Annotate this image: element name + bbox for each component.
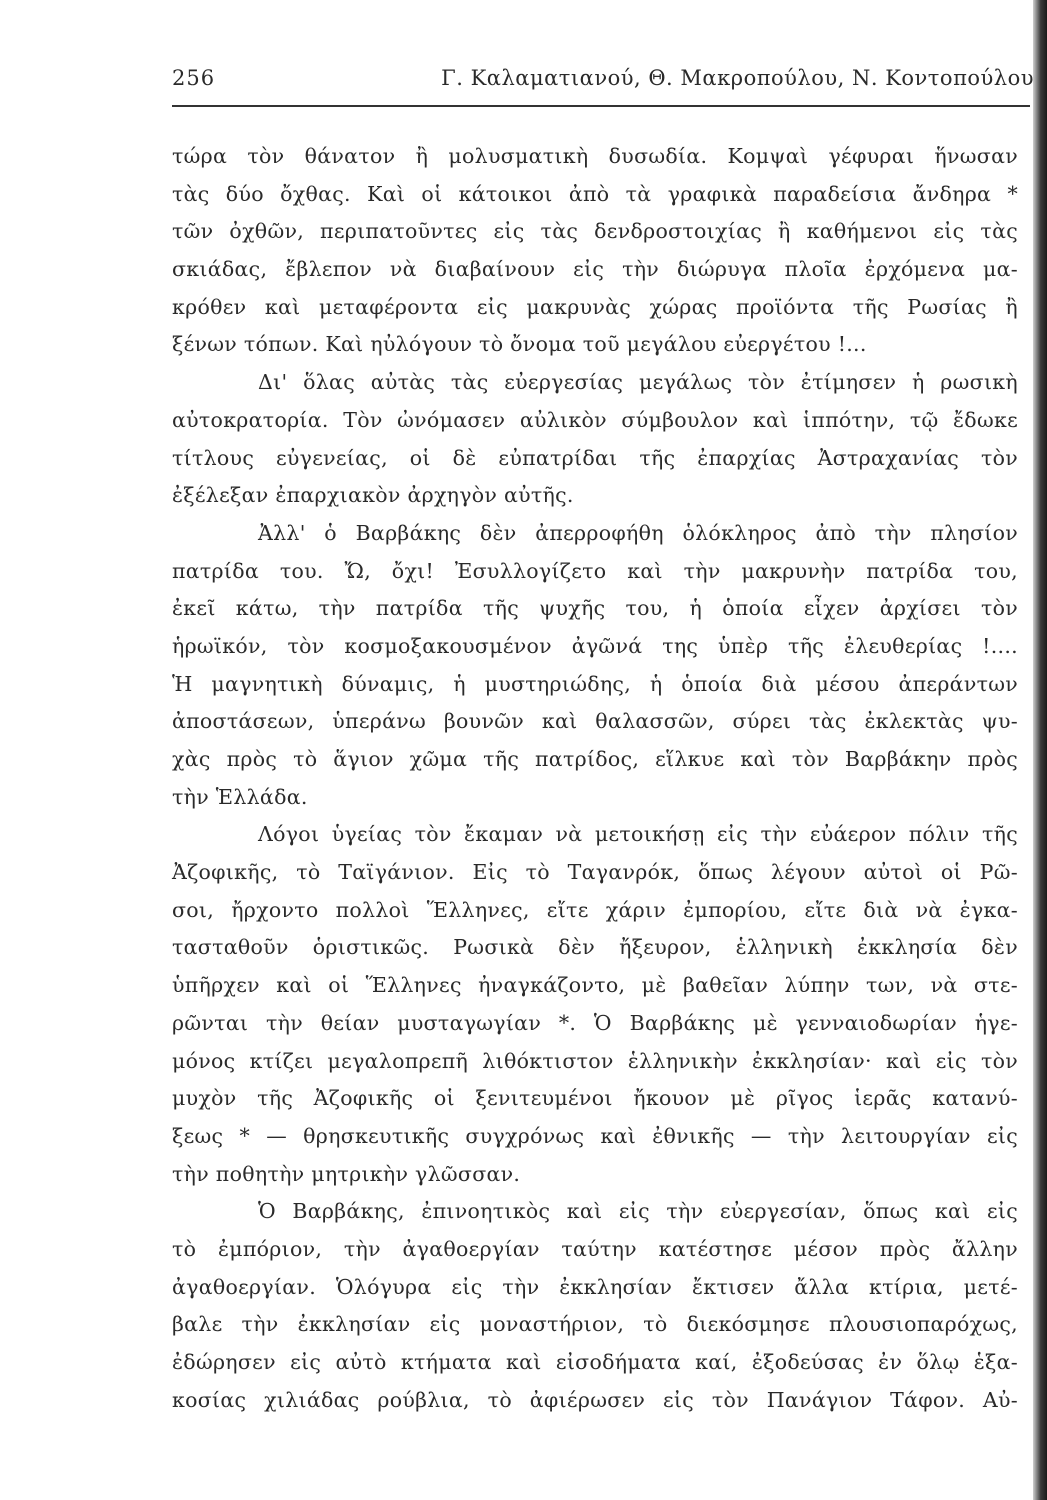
page-body <box>172 138 1018 1419</box>
text-line: ξεως * — θρησκευτικῆς συγχρόνως καὶ ἐθνικῆς — τὴν λειτουργίαν εἰς <box>172 1123 1018 1148</box>
text-line: σοι, ἤρχοντο πολλοὶ Ἕλληνες, εἴτε χάριν ἐμπορίου, εἴτε διὰ νὰ ἐγκα- <box>172 897 1018 922</box>
text-line: ἀγαθοεργίαν. Ὁλόγυρα εἰς τὴν ἐκκλησίαν ἔκτισεν ἄλλα κτίρια, μετέ- <box>172 1274 1018 1299</box>
text-line: βαλε τὴν ἐκκλησίαν εἰς μοναστήριον, τὸ διεκόσμησε πλουσιοπαρόχως, <box>172 1312 1018 1337</box>
text-line: ἡρωϊκόν, τὸν κοσμοξακουσμένον ἀγῶνά της ὑπὲρ τῆς ἐλευθερίας !.... <box>172 633 1018 658</box>
paragraph <box>172 138 1018 364</box>
text-line: αὐτοκρατορία. Τὸν ὠνόμασεν αὐλικὸν σύμβουλον καὶ ἱππότην, τῷ ἔδωκε <box>172 407 1018 432</box>
text-line: ὑπῆρχεν καὶ οἱ Ἕλληνες ἠναγκάζοντο, μὲ βαθεῖαν λύπην των, νὰ στε- <box>172 973 1018 998</box>
paragraph <box>172 1193 1018 1419</box>
text-line: κοσίας χιλιάδας ρούβλια, τὸ ἀφιέρωσεν εἰς τὸν Πανάγιον Τάφον. Αὐ- <box>172 1387 1018 1412</box>
text-line: Ἀλλ' ὁ Βαρβάκης δὲν ἀπερροφήθη ὁλόκληρος ἀπὸ τὴν πλησίον <box>258 520 1018 545</box>
text-line: ἀποστάσεων, ὑπεράνω βουνῶν καὶ θαλασσῶν, σύρει τὰς ἐκλεκτὰς ψυ- <box>172 709 1018 734</box>
text-line: χὰς πρὸς τὸ ἅγιον χῶμα τῆς πατρίδος, εἵλκυε καὶ τὸν Βαρβάκην πρὸς <box>172 747 1018 771</box>
text-line: τίτλους εὐγενείας, οἱ δὲ εὐπατρίδαι τῆς ἐπαρχίας Ἀστραχανίας τὸν <box>172 445 1018 470</box>
text-line: μόνος κτίζει μεγαλοπρεπῆ λιθόκτιστον ἑλληνικὴν ἐκκλησίαν· καὶ εἰς τὸν <box>172 1048 1018 1073</box>
page-header <box>172 66 1034 104</box>
text-line: τασταθοῦν ὁριστικῶς. Ρωσικὰ δὲν ἤξευρον, ἑλληνικὴ ἐκκλησία δὲν <box>172 935 1018 960</box>
text-line: τώρα τὸν θάνατον ἢ μολυσματικὴ δυσωδία. Κομψαὶ γέφυραι ἥνωσαν <box>172 144 1018 168</box>
page-number: 256 <box>172 66 216 90</box>
text-line: ἐδώρησεν εἰς αὐτὸ κτήματα καὶ εἰσοδήματα καί, ἐξοδεύσας ἐν ὅλῳ ἑξα- <box>172 1350 1018 1374</box>
text-line: κρόθεν καὶ μεταφέροντα εἰς μακρυνὰς χώρας προϊόντα τῆς Ρωσίας ἢ <box>172 294 1018 319</box>
text-line: Ἀζοφικῆς, τὸ Ταϊγάνιον. Εἰς τὸ Ταγανρόκ, ὅπως λέγουν αὐτοὶ οἱ Ρῶ- <box>172 860 1018 885</box>
text-line: τὸ ἐμπόριον, τὴν ἀγαθοεργίαν ταύτην κατέστησε μέσον πρὸς ἄλλην <box>172 1236 1018 1261</box>
text-line: ρῶνται τὴν θείαν μυσταγωγίαν *. Ὁ Βαρβάκης μὲ γενναιοδωρίαν ἡγε- <box>172 1010 1018 1035</box>
text-line: ἐκεῖ κάτω, τὴν πατρίδα τῆς ψυχῆς του, ἡ ὁποία εἶχεν ἀρχίσει τὸν <box>172 596 1018 621</box>
text-line: τῶν ὀχθῶν, περιπατοῦντες εἰς τὰς δενδροστοιχίας ἢ καθήμενοι εἰς τὰς <box>172 219 1018 244</box>
text-line: τὰς δύο ὄχθας. Καὶ οἱ κάτοικοι ἀπὸ τὰ γραφικὰ παραδείσια ἄνδηρα * <box>172 181 1018 206</box>
text-line: πατρίδα του. Ὤ, ὄχι! Ἐσυλλογίζετο καὶ τὴν μακρυνὴν πατρίδα του, <box>172 558 1018 583</box>
text-line: σκιάδας, ἔβλεπον νὰ διαβαίνουν εἰς τὴν διώρυγα πλοῖα ἐρχόμενα μα- <box>172 257 1018 282</box>
text-line: ξένων τόπων. Καὶ ηὐλόγουν τὸ ὄνομα τοῦ μεγάλου εὐεργέτου !... <box>172 332 867 357</box>
text-line: Λόγοι ὑγείας τὸν ἔκαμαν νὰ μετοικήσῃ εἰς τὴν εὐάερον πόλιν τῆς <box>258 822 1018 847</box>
running-head: Γ. Καλαματιανού, Θ. Μακροπούλου, Ν. Κοντοπούλου <box>441 66 1034 90</box>
scan-page-edge <box>1033 0 1047 1500</box>
text-line: τὴν Ἑλλάδα. <box>172 784 308 809</box>
text-line: τὴν ποθητὴν μητρικὴν γλῶσσαν. <box>172 1161 521 1186</box>
text-line: ἐξέλεξαν ἐπαρχιακὸν ἀρχηγὸν αὐτῆς. <box>172 483 574 508</box>
header-rule <box>172 105 1030 107</box>
paragraph <box>172 515 1018 817</box>
paragraph <box>172 364 1018 515</box>
text-line: μυχὸν τῆς Ἀζοφικῆς οἱ ξενιτευμένοι ἤκουον μὲ ρῖγος ἱερᾶς κατανύ- <box>172 1086 1018 1111</box>
text-line: Ἡ μαγνητικὴ δύναμις, ἡ μυστηριώδης, ἡ ὁποία διὰ μέσου ἀπεράντων <box>172 671 1018 696</box>
text-line: Ὁ Βαρβάκης, ἐπινοητικὸς καὶ εἰς τὴν εὐεργεσίαν, ὅπως καὶ εἰς <box>258 1199 1018 1224</box>
paragraph <box>172 816 1018 1193</box>
text-line: Δι' ὅλας αὐτὰς τὰς εὐεργεσίας μεγάλως τὸν ἐτίμησεν ἡ ρωσικὴ <box>258 370 1018 395</box>
